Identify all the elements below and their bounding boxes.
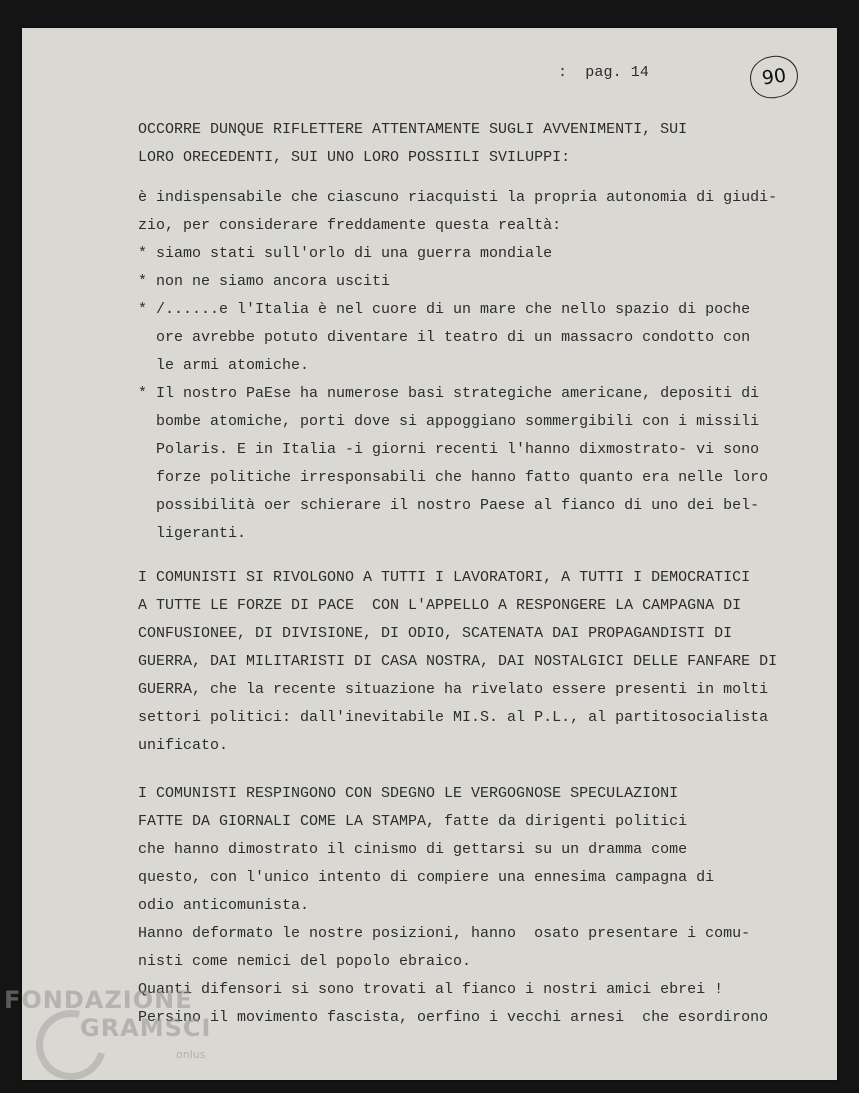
- text-line: A TUTTE LE FORZE DI PACE CON L'APPELLO A RESPONGERE LA CAMPAGNA DI: [138, 597, 742, 614]
- paragraph-intro: [138, 116, 687, 172]
- text-line: ore avrebbe potuto diventare il teatro di un massacro condotto con: [156, 329, 751, 346]
- text-line: Hanno deformato le nostre posizioni, hanno osato presentare i comu-: [138, 925, 751, 942]
- text-line: settori politici: dall'inevitabile MI.S. al P.L., al partitosocialista: [138, 709, 769, 726]
- watermark-line-1: FONDAZIONE: [4, 986, 193, 1014]
- text-line: Polaris. E in Italia -i giorni recenti l'hanno dixmostrato- vi sono: [156, 441, 760, 458]
- text-line: che hanno dimostrato il cinismo di gettarsi su un dramma come: [138, 841, 688, 858]
- watermark-line-3: onlus: [176, 1048, 206, 1061]
- paragraph-communists-reject: [138, 780, 768, 1032]
- text-line: unificato.: [138, 737, 229, 754]
- text-line: bombe atomiche, porti dove si appoggiano sommergibili con i missili: [156, 413, 760, 430]
- text-line: I COMUNISTI RESPINGONO CON SDEGNO LE VERGOGNOSE SPECULAZIONI: [138, 785, 679, 802]
- text-line: ligeranti.: [156, 525, 247, 542]
- paragraph-communists-appeal: [138, 564, 777, 760]
- text-line: forze politiche irresponsabili che hanno fatto quanto era nelle loro: [156, 469, 769, 486]
- typewritten-page: [22, 28, 837, 1080]
- text-line: I COMUNISTI SI RIVOLGONO A TUTTI I LAVORATORI, A TUTTI I DEMOCRATICI: [138, 569, 751, 586]
- text-line: zio, per considerare freddamente questa realtà:: [138, 217, 562, 234]
- text-line: è indispensabile che ciascuno riacquisti la propria autonomia di giudi-: [138, 189, 778, 206]
- text-line: Persino il movimento fascista, oerfino i vecchi arnesi che esordirono: [138, 1009, 769, 1026]
- text-line: * siamo stati sull'orlo di una guerra mondiale: [138, 245, 553, 262]
- text-line: LORO ORECEDENTI, SUI UNO LORO POSSIILI SVILUPPI:: [138, 149, 571, 166]
- text-line: odio anticomunista.: [138, 897, 310, 914]
- text-line: * /......e l'Italia è nel cuore di un mare che nello spazio di poche: [138, 301, 751, 318]
- text-line: FATTE DA GIORNALI COME LA STAMPA, fatte da dirigenti politici: [138, 813, 688, 830]
- text-line: Quanti difensori si sono trovati al fianco i nostri amici ebrei !: [138, 981, 724, 998]
- text-line: OCCORRE DUNQUE RIFLETTERE ATTENTAMENTE SUGLI AVVENIMENTI, SUI: [138, 121, 688, 138]
- text-line: le armi atomiche.: [156, 357, 310, 374]
- paragraph-reality-list: [138, 184, 777, 548]
- text-line: GUERRA, che la recente situazione ha rivelato essere presenti in molti: [138, 681, 769, 698]
- page-number: : pag. 14: [558, 64, 650, 81]
- text-line: questo, con l'unico intento di compiere una ennesima campagna di: [138, 869, 715, 886]
- text-line: possibilità oer schierare il nostro Paese al fianco di uno dei bel-: [156, 497, 760, 514]
- text-line: GUERRA, DAI MILITARISTI DI CASA NOSTRA, DAI NOSTALGICI DELLE FANFARE DI: [138, 653, 778, 670]
- text-line: * non ne siamo ancora usciti: [138, 273, 391, 290]
- watermark-line-2: GRAMSCI: [80, 1014, 212, 1042]
- text-line: * Il nostro PaEse ha numerose basi strategiche americane, depositi di: [138, 385, 760, 402]
- text-line: nisti come nemici del popolo ebraico.: [138, 953, 472, 970]
- handwritten-folio-number: 90: [747, 53, 800, 101]
- text-line: CONFUSIONEE, DI DIVISIONE, DI ODIO, SCATENATA DAI PROPAGANDISTI DI: [138, 625, 733, 642]
